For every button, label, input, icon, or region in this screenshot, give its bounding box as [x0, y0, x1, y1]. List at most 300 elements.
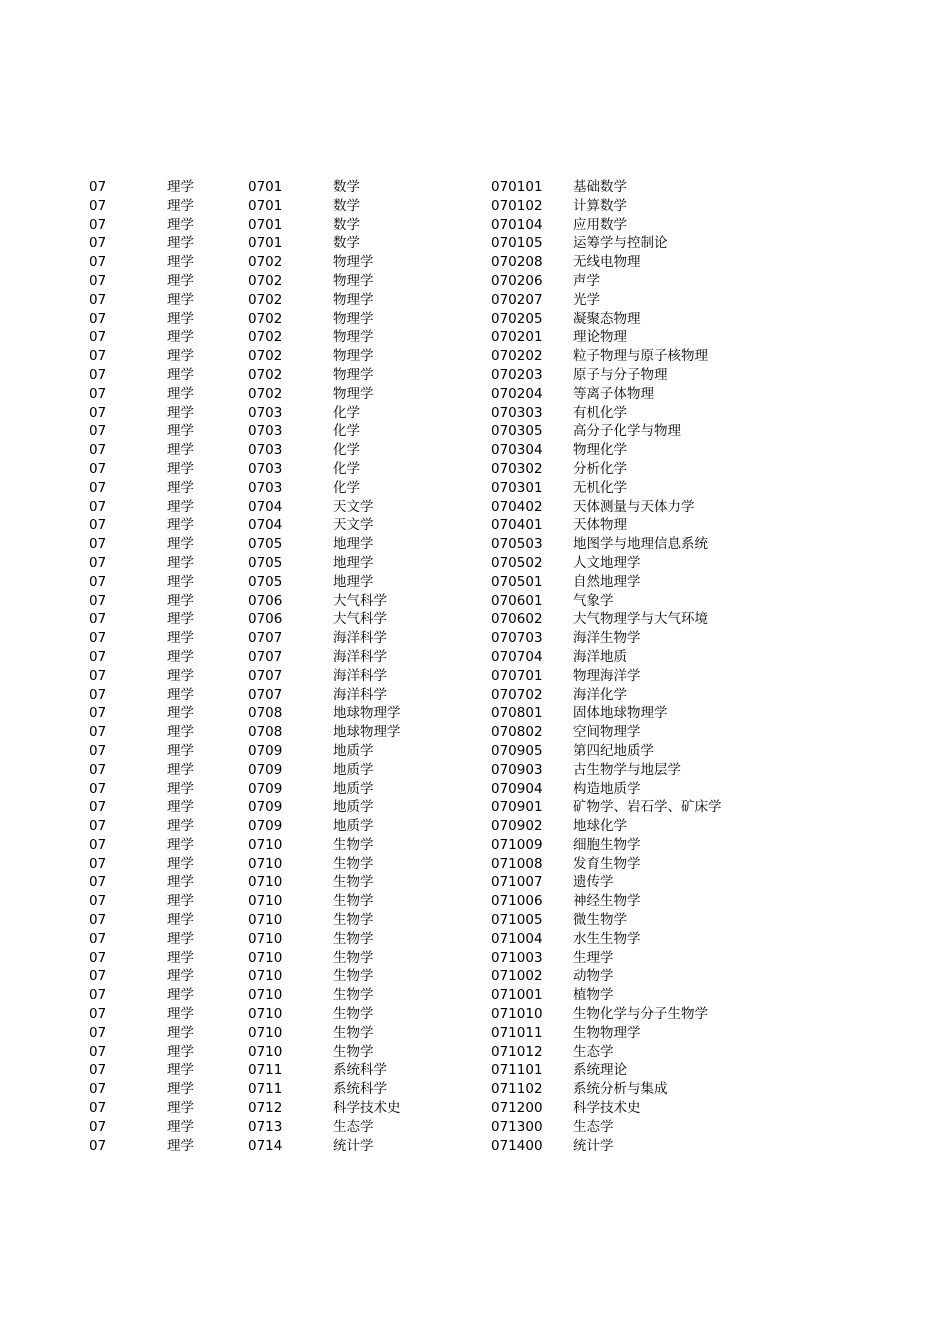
discipline-code-cell: 0712 [248, 1100, 283, 1117]
subject-code-cell: 070204 [491, 385, 543, 402]
discipline-name-cell: 化学 [333, 423, 360, 440]
category-name-cell: 理学 [167, 761, 194, 778]
subject-code-cell: 071002 [491, 968, 543, 985]
category-code-cell: 07 [89, 592, 107, 609]
subject-code-cell: 070208 [491, 254, 543, 271]
table-row [89, 573, 789, 592]
table-row [89, 967, 789, 986]
discipline-code-cell: 0705 [248, 554, 283, 571]
subject-code-cell: 071007 [491, 874, 543, 891]
discipline-code-cell: 0703 [248, 460, 283, 477]
subject-code-cell: 070305 [491, 423, 543, 440]
category-name-cell: 理学 [167, 385, 194, 402]
subject-code-cell: 070802 [491, 724, 543, 741]
table-row [89, 498, 789, 517]
subject-name-cell: 神经生物学 [573, 893, 641, 910]
subject-name-cell: 高分子化学与物理 [573, 423, 681, 440]
category-name-cell: 理学 [167, 630, 194, 647]
discipline-code-cell: 0710 [248, 1024, 283, 1041]
category-name-cell: 理学 [167, 197, 194, 214]
category-name-cell: 理学 [167, 460, 194, 477]
discipline-code-cell: 0701 [248, 197, 283, 214]
category-name-cell: 理学 [167, 554, 194, 571]
category-name-cell: 理学 [167, 1137, 194, 1154]
subject-name-cell: 生物物理学 [573, 1024, 641, 1041]
discipline-code-cell: 0710 [248, 1006, 283, 1023]
subject-code-cell: 070501 [491, 573, 543, 590]
discipline-name-cell: 生物学 [333, 987, 374, 1004]
discipline-name-cell: 系统科学 [333, 1062, 387, 1079]
category-code-cell: 07 [89, 385, 107, 402]
category-code-cell: 07 [89, 1043, 107, 1060]
discipline-name-cell: 地理学 [333, 554, 374, 571]
category-name-cell: 理学 [167, 1081, 194, 1098]
subject-name-cell: 遗传学 [573, 874, 614, 891]
discipline-code-cell: 0709 [248, 742, 283, 759]
discipline-name-cell: 地球物理学 [333, 705, 401, 722]
subject-code-cell: 070205 [491, 310, 543, 327]
category-name-cell: 理学 [167, 179, 194, 195]
category-name-cell: 理学 [167, 799, 194, 816]
subject-code-cell: 071300 [491, 1118, 543, 1135]
discipline-name-cell: 生物学 [333, 836, 374, 853]
subject-code-cell: 070101 [491, 179, 543, 195]
discipline-name-cell: 物理学 [333, 310, 374, 327]
discipline-code-cell: 0703 [248, 404, 283, 421]
subject-name-cell: 无线电物理 [573, 254, 641, 271]
discipline-code-cell: 0709 [248, 761, 283, 778]
subject-name-cell: 运筹学与控制论 [573, 235, 668, 252]
discipline-code-cell: 0708 [248, 724, 283, 741]
discipline-code-cell: 0701 [248, 216, 283, 233]
category-name-cell: 理学 [167, 912, 194, 929]
table-row [89, 723, 789, 742]
table-row [89, 479, 789, 498]
discipline-code-cell: 0702 [248, 254, 283, 271]
table-row [89, 535, 789, 554]
table-row [89, 366, 789, 385]
discipline-table [89, 178, 789, 1155]
discipline-name-cell: 数学 [333, 179, 360, 195]
table-row [89, 216, 789, 235]
discipline-code-cell: 0709 [248, 799, 283, 816]
subject-code-cell: 071400 [491, 1137, 543, 1154]
subject-name-cell: 气象学 [573, 592, 614, 609]
table-row [89, 178, 789, 197]
category-name-cell: 理学 [167, 836, 194, 853]
discipline-name-cell: 化学 [333, 460, 360, 477]
discipline-code-cell: 0707 [248, 648, 283, 665]
table-row [89, 592, 789, 611]
category-code-cell: 07 [89, 648, 107, 665]
category-name-cell: 理学 [167, 742, 194, 759]
subject-code-cell: 070207 [491, 291, 543, 308]
subject-code-cell: 070401 [491, 517, 543, 534]
subject-code-cell: 070702 [491, 686, 543, 703]
subject-name-cell: 无机化学 [573, 479, 627, 496]
category-code-cell: 07 [89, 272, 107, 289]
subject-code-cell: 070905 [491, 742, 543, 759]
category-name-cell: 理学 [167, 1118, 194, 1135]
discipline-name-cell: 天文学 [333, 517, 374, 534]
subject-name-cell: 理论物理 [573, 329, 627, 346]
discipline-name-cell: 地质学 [333, 799, 374, 816]
subject-name-cell: 应用数学 [573, 216, 627, 233]
category-code-cell: 07 [89, 573, 107, 590]
category-name-cell: 理学 [167, 329, 194, 346]
discipline-name-cell: 海洋科学 [333, 630, 387, 647]
subject-name-cell: 生物化学与分子生物学 [573, 1006, 708, 1023]
discipline-code-cell: 0710 [248, 893, 283, 910]
discipline-name-cell: 物理学 [333, 272, 374, 289]
discipline-name-cell: 大气科学 [333, 611, 387, 628]
discipline-code-cell: 0710 [248, 930, 283, 947]
discipline-code-cell: 0707 [248, 630, 283, 647]
category-code-cell: 07 [89, 724, 107, 741]
subject-code-cell: 070601 [491, 592, 543, 609]
table-row [89, 742, 789, 761]
category-code-cell: 07 [89, 1137, 107, 1154]
subject-name-cell: 物理化学 [573, 442, 627, 459]
table-row [89, 761, 789, 780]
table-row [89, 986, 789, 1005]
category-code-cell: 07 [89, 1100, 107, 1117]
subject-code-cell: 070302 [491, 460, 543, 477]
discipline-name-cell: 生态学 [333, 1118, 374, 1135]
subject-code-cell: 070303 [491, 404, 543, 421]
category-code-cell: 07 [89, 479, 107, 496]
category-code-cell: 07 [89, 460, 107, 477]
table-row [89, 347, 789, 366]
discipline-code-cell: 0703 [248, 423, 283, 440]
category-code-cell: 07 [89, 1006, 107, 1023]
table-row [89, 836, 789, 855]
subject-code-cell: 071004 [491, 930, 543, 947]
subject-code-cell: 070704 [491, 648, 543, 665]
category-name-cell: 理学 [167, 536, 194, 553]
subject-code-cell: 071005 [491, 912, 543, 929]
category-code-cell: 07 [89, 216, 107, 233]
subject-name-cell: 声学 [573, 272, 600, 289]
category-name-cell: 理学 [167, 874, 194, 891]
discipline-code-cell: 0710 [248, 987, 283, 1004]
subject-name-cell: 海洋化学 [573, 686, 627, 703]
discipline-name-cell: 大气科学 [333, 592, 387, 609]
subject-name-cell: 系统分析与集成 [573, 1081, 668, 1098]
category-name-cell: 理学 [167, 780, 194, 797]
category-code-cell: 07 [89, 930, 107, 947]
discipline-name-cell: 物理学 [333, 254, 374, 271]
discipline-name-cell: 生物学 [333, 855, 374, 872]
subject-name-cell: 凝聚态物理 [573, 310, 641, 327]
subject-name-cell: 大气物理学与大气环境 [573, 611, 708, 628]
discipline-code-cell: 0703 [248, 442, 283, 459]
discipline-name-cell: 数学 [333, 216, 360, 233]
subject-code-cell: 070502 [491, 554, 543, 571]
category-name-cell: 理学 [167, 855, 194, 872]
category-name-cell: 理学 [167, 517, 194, 534]
subject-name-cell: 天体测量与天体力学 [573, 498, 695, 515]
category-name-cell: 理学 [167, 272, 194, 289]
table-row [89, 817, 789, 836]
subject-name-cell: 地图学与地理信息系统 [573, 536, 708, 553]
subject-name-cell: 人文地理学 [573, 554, 641, 571]
table-row [89, 949, 789, 968]
discipline-name-cell: 海洋科学 [333, 667, 387, 684]
category-code-cell: 07 [89, 949, 107, 966]
category-code-cell: 07 [89, 366, 107, 383]
discipline-name-cell: 物理学 [333, 329, 374, 346]
subject-code-cell: 070105 [491, 235, 543, 252]
category-name-cell: 理学 [167, 667, 194, 684]
discipline-code-cell: 0710 [248, 968, 283, 985]
discipline-name-cell: 化学 [333, 442, 360, 459]
subject-name-cell: 系统理论 [573, 1062, 627, 1079]
subject-name-cell: 细胞生物学 [573, 836, 641, 853]
category-name-cell: 理学 [167, 1062, 194, 1079]
subject-code-cell: 071012 [491, 1043, 543, 1060]
subject-name-cell: 微生物学 [573, 912, 627, 929]
discipline-name-cell: 统计学 [333, 1137, 374, 1154]
subject-name-cell: 动物学 [573, 968, 614, 985]
subject-code-cell: 071003 [491, 949, 543, 966]
table-row [89, 873, 789, 892]
discipline-name-cell: 化学 [333, 404, 360, 421]
discipline-code-cell: 0702 [248, 366, 283, 383]
discipline-code-cell: 0707 [248, 667, 283, 684]
discipline-code-cell: 0710 [248, 855, 283, 872]
table-row [89, 798, 789, 817]
discipline-code-cell: 0705 [248, 536, 283, 553]
category-code-cell: 07 [89, 893, 107, 910]
category-code-cell: 07 [89, 291, 107, 308]
subject-name-cell: 地球化学 [573, 818, 627, 835]
discipline-code-cell: 0708 [248, 705, 283, 722]
category-code-cell: 07 [89, 554, 107, 571]
discipline-code-cell: 0707 [248, 686, 283, 703]
discipline-code-cell: 0702 [248, 291, 283, 308]
category-name-cell: 理学 [167, 968, 194, 985]
category-name-cell: 理学 [167, 310, 194, 327]
category-name-cell: 理学 [167, 404, 194, 421]
subject-name-cell: 空间物理学 [573, 724, 641, 741]
discipline-name-cell: 生物学 [333, 1024, 374, 1041]
subject-name-cell: 海洋地质 [573, 648, 627, 665]
discipline-code-cell: 0710 [248, 836, 283, 853]
discipline-name-cell: 地理学 [333, 573, 374, 590]
category-code-cell: 07 [89, 987, 107, 1004]
discipline-name-cell: 生物学 [333, 1006, 374, 1023]
subject-name-cell: 发育生物学 [573, 855, 641, 872]
subject-name-cell: 植物学 [573, 987, 614, 1004]
category-name-cell: 理学 [167, 930, 194, 947]
subject-name-cell: 天体物理 [573, 517, 627, 534]
subject-name-cell: 生理学 [573, 949, 614, 966]
subject-name-cell: 基础数学 [573, 179, 627, 195]
category-code-cell: 07 [89, 536, 107, 553]
subject-code-cell: 070602 [491, 611, 543, 628]
table-row [89, 1024, 789, 1043]
category-name-cell: 理学 [167, 254, 194, 271]
subject-name-cell: 粒子物理与原子核物理 [573, 348, 708, 365]
category-name-cell: 理学 [167, 592, 194, 609]
discipline-name-cell: 地球物理学 [333, 724, 401, 741]
discipline-name-cell: 地质学 [333, 742, 374, 759]
discipline-name-cell: 生物学 [333, 874, 374, 891]
table-row [89, 253, 789, 272]
category-code-cell: 07 [89, 667, 107, 684]
category-name-cell: 理学 [167, 216, 194, 233]
discipline-name-cell: 海洋科学 [333, 686, 387, 703]
discipline-code-cell: 0709 [248, 780, 283, 797]
subject-code-cell: 070402 [491, 498, 543, 515]
subject-name-cell: 计算数学 [573, 197, 627, 214]
subject-code-cell: 070902 [491, 818, 543, 835]
table-row [89, 422, 789, 441]
subject-name-cell: 光学 [573, 291, 600, 308]
table-row [89, 667, 789, 686]
table-row [89, 516, 789, 535]
discipline-code-cell: 0702 [248, 385, 283, 402]
category-code-cell: 07 [89, 761, 107, 778]
discipline-name-cell: 数学 [333, 235, 360, 252]
subject-name-cell: 固体地球物理学 [573, 705, 668, 722]
discipline-code-cell: 0710 [248, 949, 283, 966]
subject-code-cell: 070904 [491, 780, 543, 797]
subject-code-cell: 070703 [491, 630, 543, 647]
discipline-name-cell: 生物学 [333, 968, 374, 985]
category-code-cell: 07 [89, 254, 107, 271]
category-code-cell: 07 [89, 611, 107, 628]
subject-code-cell: 070102 [491, 197, 543, 214]
table-row [89, 1099, 789, 1118]
discipline-name-cell: 物理学 [333, 291, 374, 308]
table-row [89, 648, 789, 667]
subject-code-cell: 071001 [491, 987, 543, 1004]
discipline-code-cell: 0702 [248, 272, 283, 289]
subject-name-cell: 海洋生物学 [573, 630, 641, 647]
subject-code-cell: 070901 [491, 799, 543, 816]
category-name-cell: 理学 [167, 686, 194, 703]
category-code-cell: 07 [89, 836, 107, 853]
discipline-name-cell: 物理学 [333, 366, 374, 383]
subject-code-cell: 071009 [491, 836, 543, 853]
category-code-cell: 07 [89, 705, 107, 722]
discipline-code-cell: 0705 [248, 573, 283, 590]
table-row [89, 385, 789, 404]
subject-code-cell: 071011 [491, 1024, 543, 1041]
discipline-name-cell: 科学技术史 [333, 1100, 401, 1117]
table-row [89, 404, 789, 423]
category-code-cell: 07 [89, 874, 107, 891]
category-code-cell: 07 [89, 442, 107, 459]
table-row [89, 310, 789, 329]
table-row [89, 629, 789, 648]
subject-code-cell: 070801 [491, 705, 543, 722]
category-code-cell: 07 [89, 1062, 107, 1079]
category-name-cell: 理学 [167, 366, 194, 383]
discipline-code-cell: 0710 [248, 912, 283, 929]
discipline-code-cell: 0711 [248, 1062, 283, 1079]
table-row [89, 460, 789, 479]
table-row [89, 291, 789, 310]
table-row [89, 234, 789, 253]
discipline-name-cell: 数学 [333, 197, 360, 214]
subject-name-cell: 统计学 [573, 1137, 614, 1154]
category-code-cell: 07 [89, 1024, 107, 1041]
discipline-code-cell: 0701 [248, 179, 283, 195]
discipline-code-cell: 0714 [248, 1137, 283, 1154]
discipline-code-cell: 0704 [248, 517, 283, 534]
category-code-cell: 07 [89, 742, 107, 759]
subject-code-cell: 070903 [491, 761, 543, 778]
category-code-cell: 07 [89, 912, 107, 929]
category-code-cell: 07 [89, 179, 107, 195]
table-row [89, 1137, 789, 1156]
discipline-code-cell: 0702 [248, 310, 283, 327]
category-code-cell: 07 [89, 630, 107, 647]
discipline-name-cell: 物理学 [333, 348, 374, 365]
table-row [89, 780, 789, 799]
category-name-cell: 理学 [167, 348, 194, 365]
discipline-name-cell: 物理学 [333, 385, 374, 402]
subject-name-cell: 物理海洋学 [573, 667, 641, 684]
category-name-cell: 理学 [167, 235, 194, 252]
discipline-name-cell: 化学 [333, 479, 360, 496]
table-row [89, 197, 789, 216]
discipline-name-cell: 地质学 [333, 818, 374, 835]
subject-code-cell: 070104 [491, 216, 543, 233]
category-code-cell: 07 [89, 780, 107, 797]
subject-name-cell: 水生生物学 [573, 930, 641, 947]
table-row [89, 1118, 789, 1137]
category-name-cell: 理学 [167, 987, 194, 1004]
discipline-code-cell: 0710 [248, 1043, 283, 1060]
category-code-cell: 07 [89, 348, 107, 365]
discipline-name-cell: 生物学 [333, 930, 374, 947]
discipline-name-cell: 生物学 [333, 912, 374, 929]
discipline-name-cell: 海洋科学 [333, 648, 387, 665]
discipline-code-cell: 0713 [248, 1118, 283, 1135]
category-code-cell: 07 [89, 1118, 107, 1135]
discipline-code-cell: 0702 [248, 329, 283, 346]
subject-code-cell: 070301 [491, 479, 543, 496]
discipline-code-cell: 0706 [248, 592, 283, 609]
category-name-cell: 理学 [167, 893, 194, 910]
discipline-code-cell: 0710 [248, 874, 283, 891]
table-row [89, 1061, 789, 1080]
subject-code-cell: 071008 [491, 855, 543, 872]
subject-code-cell: 070503 [491, 536, 543, 553]
category-code-cell: 07 [89, 404, 107, 421]
category-code-cell: 07 [89, 423, 107, 440]
subject-code-cell: 071006 [491, 893, 543, 910]
category-code-cell: 07 [89, 329, 107, 346]
category-name-cell: 理学 [167, 479, 194, 496]
subject-name-cell: 分析化学 [573, 460, 627, 477]
category-name-cell: 理学 [167, 1006, 194, 1023]
category-name-cell: 理学 [167, 1100, 194, 1117]
category-code-cell: 07 [89, 1081, 107, 1098]
subject-code-cell: 071101 [491, 1062, 543, 1079]
subject-name-cell: 构造地质学 [573, 780, 641, 797]
subject-name-cell: 矿物学、岩石学、矿床学 [573, 799, 722, 816]
table-row [89, 610, 789, 629]
category-name-cell: 理学 [167, 705, 194, 722]
subject-name-cell: 生态学 [573, 1043, 614, 1060]
category-name-cell: 理学 [167, 1024, 194, 1041]
discipline-code-cell: 0711 [248, 1081, 283, 1098]
